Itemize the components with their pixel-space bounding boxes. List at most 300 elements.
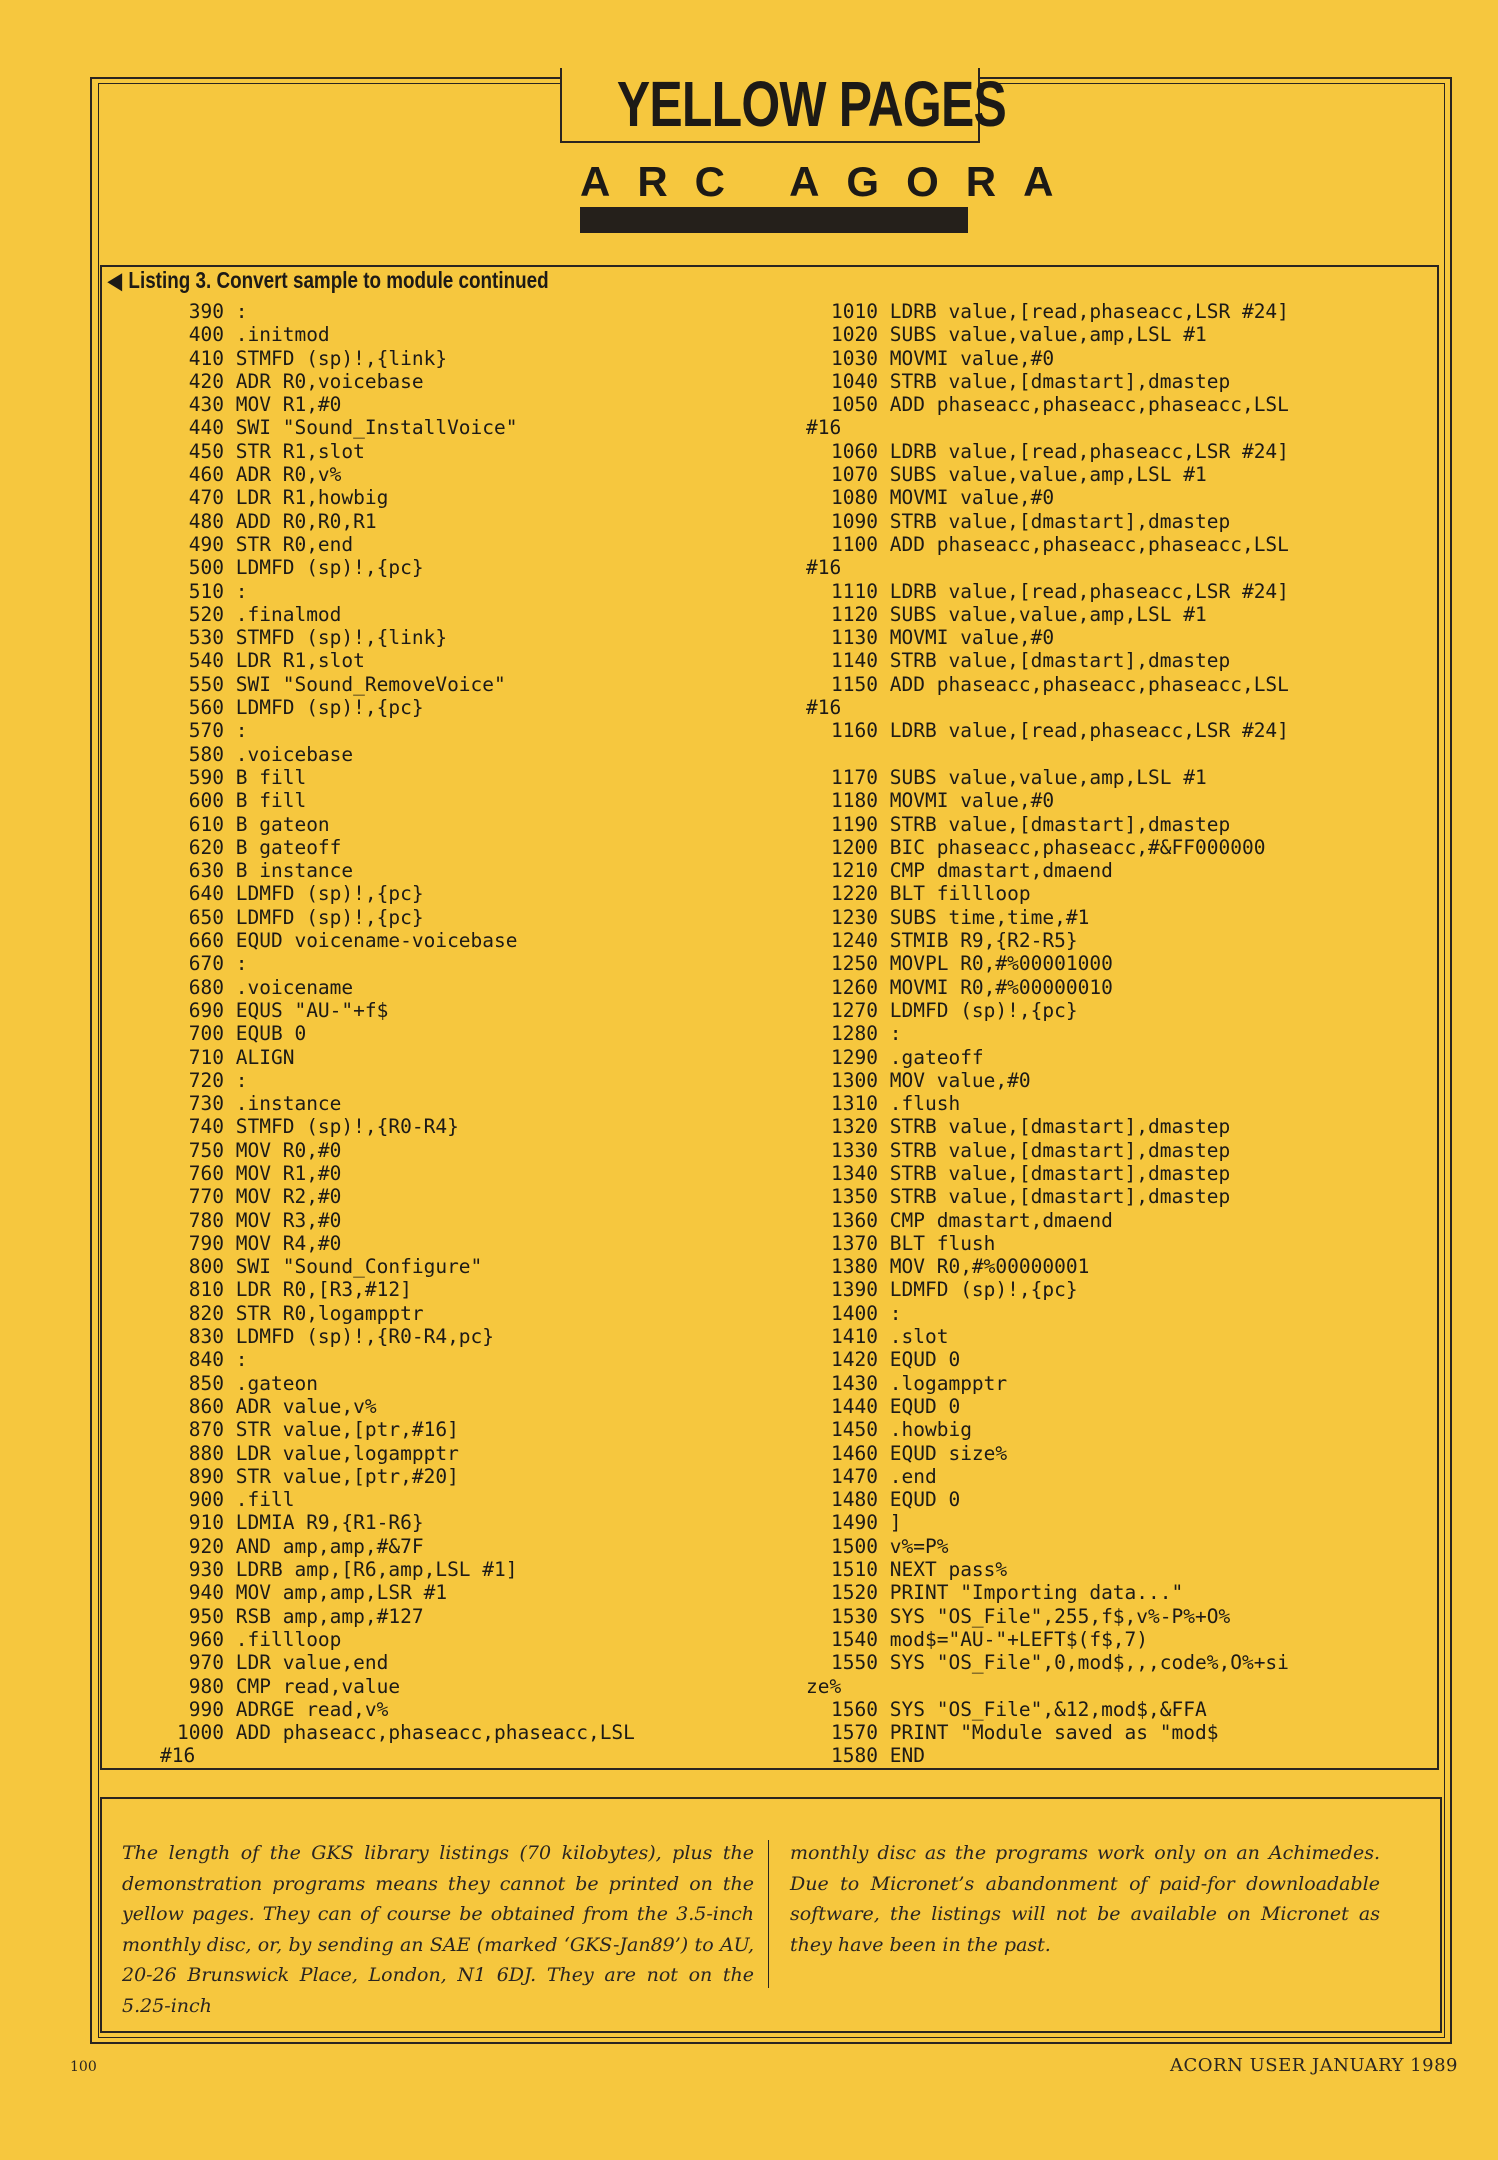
- masthead: [560, 68, 1006, 143]
- code-line: [168, 1395, 635, 1418]
- code-text: .instance: [235, 1092, 342, 1116]
- code-line: [812, 603, 1289, 626]
- line-number: 1420: [831, 1348, 878, 1372]
- code-continuation: #16: [806, 416, 842, 440]
- line-number: 1320: [831, 1115, 878, 1139]
- code-line: [168, 1675, 635, 1698]
- code-text: B fill: [235, 765, 307, 789]
- code-text: :: [235, 1348, 248, 1372]
- code-line: [168, 929, 635, 952]
- code-line: [812, 323, 1289, 346]
- listing-heading-text: Listing 3. Convert sample to module continued: [128, 267, 549, 293]
- code-line: [812, 1022, 1289, 1045]
- line-number: 800: [188, 1255, 224, 1279]
- code-text: STRB value,[dmastart],dmastep: [889, 1138, 1231, 1162]
- line-number: 570: [188, 719, 224, 743]
- code-text: MOV value,#0: [889, 1068, 1031, 1092]
- listing-heading: [108, 267, 549, 294]
- code-continuation: #16: [806, 556, 842, 580]
- line-number: 1210: [831, 859, 878, 883]
- line-number: 1460: [831, 1441, 878, 1465]
- line-number: 1510: [831, 1558, 878, 1582]
- code-text: STR R0,logampptr: [235, 1301, 424, 1325]
- code-text: ADR value,v%: [235, 1394, 377, 1418]
- code-line: [812, 1442, 1289, 1465]
- line-number: 1580: [831, 1744, 878, 1768]
- code-line: [812, 1465, 1289, 1488]
- code-text: EQUB 0: [235, 1022, 307, 1046]
- code-column-left: [160, 300, 635, 1768]
- line-number: 1480: [831, 1488, 878, 1512]
- code-text: LDMFD (sp)!,{pc}: [235, 556, 424, 580]
- line-number: 1020: [831, 323, 878, 347]
- line-number: 590: [188, 765, 224, 789]
- code-line: [168, 486, 635, 509]
- code-text: :: [889, 1301, 902, 1325]
- code-text: END: [889, 1744, 925, 1768]
- line-number: 1430: [831, 1371, 878, 1395]
- line-number: 660: [188, 929, 224, 953]
- line-number: 1180: [831, 789, 878, 813]
- line-number: 520: [188, 602, 224, 626]
- arrow-left-icon: ◀: [108, 268, 122, 293]
- code-line: [812, 1232, 1289, 1255]
- line-number: 1270: [831, 998, 878, 1022]
- code-text: STR value,[ptr,#16]: [235, 1418, 459, 1442]
- code-line: [812, 370, 1289, 393]
- code-line: [168, 347, 635, 370]
- code-line: [168, 1488, 635, 1511]
- code-text: LDMFD (sp)!,{pc}: [235, 905, 424, 929]
- code-line: [168, 1069, 635, 1092]
- line-number: 540: [188, 649, 224, 673]
- code-text: .voicebase: [235, 742, 354, 766]
- line-number: 410: [188, 346, 224, 370]
- code-text: LDMFD (sp)!,{pc}: [235, 882, 424, 906]
- code-line: [812, 463, 1289, 486]
- code-text: SUBS time,time,#1: [889, 905, 1090, 929]
- code-line: [812, 1348, 1289, 1371]
- code-line: [812, 510, 1289, 533]
- code-text: .end: [889, 1464, 937, 1488]
- line-number: 890: [188, 1464, 224, 1488]
- code-text: CMP read,value: [235, 1674, 401, 1698]
- code-text: EQUD 0: [889, 1488, 961, 1512]
- code-text: STMIB R9,{R2-R5}: [889, 929, 1078, 953]
- code-line: [812, 1185, 1289, 1208]
- code-text: ADRGE read,v%: [235, 1697, 389, 1721]
- line-number: 830: [188, 1325, 224, 1349]
- code-text: STMFD (sp)!,{R0-R4}: [235, 1115, 459, 1139]
- code-text: STRB value,[dmastart],dmastep: [889, 1115, 1231, 1139]
- code-text: ALIGN: [235, 1045, 295, 1069]
- code-continuation: ze%: [806, 1674, 842, 1698]
- code-line: [812, 1278, 1289, 1301]
- code-continuation: #16: [806, 696, 842, 720]
- code-text: LDRB value,[read,phaseacc,LSR #24]: [889, 300, 1289, 323]
- line-number: 720: [188, 1068, 224, 1092]
- code-line: [168, 1628, 635, 1651]
- line-number: 1130: [831, 626, 878, 650]
- line-number: 780: [188, 1208, 224, 1232]
- line-number: 510: [188, 579, 224, 603]
- line-number: 1350: [831, 1185, 878, 1209]
- line-number: 550: [188, 672, 224, 696]
- line-number: 500: [188, 556, 224, 580]
- line-number: 880: [188, 1441, 224, 1465]
- code-line: [168, 416, 635, 439]
- line-number: 530: [188, 626, 224, 650]
- line-number: 1050: [831, 393, 878, 417]
- code-line: [812, 1605, 1289, 1628]
- code-line: [812, 882, 1289, 905]
- code-line: [168, 323, 635, 346]
- code-text: :: [235, 1068, 248, 1092]
- line-number: 870: [188, 1418, 224, 1442]
- code-text: MOV R1,#0: [235, 393, 342, 417]
- line-number: 1240: [831, 929, 878, 953]
- line-number: 1250: [831, 952, 878, 976]
- line-number: 610: [188, 812, 224, 836]
- line-number: 420: [188, 369, 224, 393]
- code-column-right: [806, 300, 1289, 1768]
- line-number: 710: [188, 1045, 224, 1069]
- code-text: EQUD size%: [889, 1441, 1008, 1465]
- line-number: 1330: [831, 1138, 878, 1162]
- line-number: 1470: [831, 1464, 878, 1488]
- code-text: MOV R4,#0: [235, 1231, 342, 1255]
- code-line: [812, 976, 1289, 999]
- line-number: 1100: [831, 532, 878, 556]
- code-text: LDMFD (sp)!,{pc}: [889, 998, 1078, 1022]
- code-line: [168, 1278, 635, 1301]
- code-line: [812, 1092, 1289, 1115]
- line-number: 600: [188, 789, 224, 813]
- line-number: 730: [188, 1092, 224, 1116]
- line-number: 560: [188, 696, 224, 720]
- line-number: 1080: [831, 486, 878, 510]
- code-text: STMFD (sp)!,{link}: [235, 346, 448, 370]
- code-text: MOV R0,#%00000001: [889, 1255, 1090, 1279]
- line-number: 430: [188, 393, 224, 417]
- code-text: SWI "Sound_RemoveVoice": [235, 672, 506, 696]
- line-number: 460: [188, 463, 224, 487]
- code-line: [168, 1115, 635, 1138]
- code-text: STRB value,[dmastart],dmastep: [889, 649, 1231, 673]
- code-text: EQUS "AU-"+f$: [235, 998, 389, 1022]
- code-text: MOV R2,#0: [235, 1185, 342, 1209]
- code-line: [168, 976, 635, 999]
- code-line: [168, 719, 635, 742]
- code-text: :: [889, 1022, 902, 1046]
- code-text: STRB value,[dmastart],dmastep: [889, 1185, 1231, 1209]
- line-number: 1380: [831, 1255, 878, 1279]
- code-text: LDMFD (sp)!,{R0-R4,pc}: [235, 1325, 495, 1349]
- code-line: [168, 836, 635, 859]
- code-line: [168, 1348, 635, 1371]
- line-number: 490: [188, 532, 224, 556]
- code-line: [168, 393, 635, 416]
- line-number: 1150: [831, 672, 878, 696]
- code-line: [812, 1302, 1289, 1325]
- code-text: MOV amp,amp,LSR #1: [235, 1581, 448, 1605]
- subtitle-bar: [580, 207, 968, 233]
- code-line: [812, 929, 1289, 952]
- code-text: SUBS value,value,amp,LSL #1: [889, 602, 1207, 626]
- code-text: ADD phaseacc,phaseacc,phaseacc,LSL: [235, 1721, 635, 1745]
- line-number: 620: [188, 835, 224, 859]
- line-number: 760: [188, 1161, 224, 1185]
- code-line: [168, 1255, 635, 1278]
- line-number: 1410: [831, 1325, 878, 1349]
- line-number: 1570: [831, 1721, 878, 1745]
- code-text: STRB value,[dmastart],dmastep: [889, 369, 1231, 393]
- line-number: 1090: [831, 509, 878, 533]
- code-text: MOVMI value,#0: [889, 346, 1055, 370]
- code-text: MOV R0,#0: [235, 1138, 342, 1162]
- line-number: 1490: [831, 1511, 878, 1535]
- line-number: 1520: [831, 1581, 878, 1605]
- code-line: [168, 580, 635, 603]
- code-line: [168, 1511, 635, 1534]
- code-line: [812, 1488, 1289, 1511]
- code-line: [812, 440, 1289, 463]
- line-number: 960: [188, 1627, 224, 1651]
- line-number: 860: [188, 1394, 224, 1418]
- code-line: [168, 300, 635, 323]
- note-text-left: The length of the GKS library listings (70 kilobytes), plus the demonstration programs means they cannot be printed on the yellow pages. They can of course be obtained from the 3.5-inch monthly disc, or, by sending an SAE (marked ‘GKS-Jan89’) to AU, 20-26 Brunswick Place, London, N1 6DJ. They are not on the 5.25-inch: [122, 1842, 754, 2017]
- code-line: [168, 1209, 635, 1232]
- code-text: SYS "OS_File",255,f$,v%-P%+O%: [889, 1604, 1231, 1628]
- code-text: :: [235, 719, 248, 743]
- code-text: ADR R0,v%: [235, 463, 342, 487]
- line-number: 1010: [831, 300, 878, 323]
- line-number: 1060: [831, 439, 878, 463]
- code-text: SUBS value,value,amp,LSL #1: [889, 463, 1207, 487]
- line-number: 1220: [831, 882, 878, 906]
- code-text: SWI "Sound_InstallVoice": [235, 416, 518, 440]
- code-text: LDMFD (sp)!,{pc}: [889, 1278, 1078, 1302]
- code-line: [812, 1581, 1289, 1604]
- line-number: 1260: [831, 975, 878, 999]
- code-text: ADR R0,voicebase: [235, 369, 424, 393]
- line-number: 640: [188, 882, 224, 906]
- note-divider: [768, 1840, 769, 1988]
- code-text: STRB value,[dmastart],dmastep: [889, 1161, 1231, 1185]
- code-text: mod$="AU-"+LEFT$(f$,7): [889, 1627, 1149, 1651]
- code-continuation: [806, 743, 1289, 766]
- code-text: LDMIA R9,{R1-R6}: [235, 1511, 424, 1535]
- line-number: 1390: [831, 1278, 878, 1302]
- code-text: :: [235, 952, 248, 976]
- line-number: 820: [188, 1301, 224, 1325]
- code-line: [168, 533, 635, 556]
- code-text: SUBS value,value,amp,LSL #1: [889, 323, 1207, 347]
- code-line: [812, 719, 1289, 742]
- line-number: 390: [188, 300, 224, 323]
- code-line: [812, 952, 1289, 975]
- line-number: 1070: [831, 463, 878, 487]
- section-subtitle: ARC AGORA: [580, 158, 1081, 205]
- code-line: [812, 393, 1289, 416]
- code-line: [812, 673, 1289, 696]
- line-number: 400: [188, 323, 224, 347]
- line-number: 1300: [831, 1068, 878, 1092]
- code-line: [812, 1255, 1289, 1278]
- code-text: B gateon: [235, 812, 330, 836]
- code-text: STRB value,[dmastart],dmastep: [889, 812, 1231, 836]
- code-text: PRINT "Importing data...": [889, 1581, 1184, 1605]
- line-number: 480: [188, 509, 224, 533]
- code-line: [812, 626, 1289, 649]
- code-text: SYS "OS_File",0,mod$,,,code%,O%+si: [889, 1651, 1289, 1675]
- code-line: [168, 463, 635, 486]
- code-text: B instance: [235, 859, 354, 883]
- code-line: [812, 1069, 1289, 1092]
- code-text: ]: [889, 1511, 902, 1535]
- line-number: 690: [188, 998, 224, 1022]
- code-text: STRB value,[dmastart],dmastep: [889, 509, 1231, 533]
- code-text: .fill: [235, 1488, 295, 1512]
- line-number: 470: [188, 486, 224, 510]
- line-number: 1560: [831, 1697, 878, 1721]
- line-number: 920: [188, 1534, 224, 1558]
- line-number: 1530: [831, 1604, 878, 1628]
- code-line: [812, 1558, 1289, 1581]
- line-number: 1040: [831, 369, 878, 393]
- code-text: .fillloop: [235, 1627, 342, 1651]
- code-line: [168, 370, 635, 393]
- code-line: [168, 1721, 635, 1744]
- code-text: :: [235, 300, 248, 323]
- code-text: MOVMI value,#0: [889, 789, 1055, 813]
- code-text: EQUD 0: [889, 1394, 961, 1418]
- code-line: [812, 1511, 1289, 1534]
- line-number: 1160: [831, 719, 878, 743]
- code-text: .slot: [889, 1325, 949, 1349]
- line-number: 1200: [831, 835, 878, 859]
- line-number: 700: [188, 1022, 224, 1046]
- code-line: [168, 1302, 635, 1325]
- code-line: [168, 1698, 635, 1721]
- code-line: [168, 999, 635, 1022]
- code-line: [168, 1465, 635, 1488]
- code-text: STR R1,slot: [235, 439, 365, 463]
- page-number: 100: [70, 2059, 97, 2075]
- code-text: LDR value,end: [235, 1651, 389, 1675]
- code-line: [812, 1115, 1289, 1138]
- code-text: LDRB amp,[R6,amp,LSL #1]: [235, 1558, 518, 1582]
- note-text-right: monthly disc as the programs work only on an Achimedes. Due to Micronet’s abandonment of paid-for downloadable software, the listings will not be available on Micronet as they have been in the past.: [790, 1842, 1380, 1956]
- code-line: [812, 347, 1289, 370]
- code-text: BLT fillloop: [889, 882, 1031, 906]
- code-line: [168, 813, 635, 836]
- code-text: MOVPL R0,#%00001000: [889, 952, 1113, 976]
- line-number: 770: [188, 1185, 224, 1209]
- line-number: 1110: [831, 579, 878, 603]
- code-line: [168, 906, 635, 929]
- code-text: ADD phaseacc,phaseacc,phaseacc,LSL: [889, 672, 1289, 696]
- code-text: SYS "OS_File",&12,mod$,&FFA: [889, 1697, 1207, 1721]
- code-text: LDRB value,[read,phaseacc,LSR #24]: [889, 579, 1289, 603]
- code-line: [168, 1325, 635, 1348]
- line-number: 980: [188, 1674, 224, 1698]
- line-number: 1120: [831, 602, 878, 626]
- code-text: STR R0,end: [235, 532, 354, 556]
- code-text: MOV R1,#0: [235, 1161, 342, 1185]
- line-number: 790: [188, 1231, 224, 1255]
- code-text: MOV R3,#0: [235, 1208, 342, 1232]
- line-number: 1030: [831, 346, 878, 370]
- line-number: 910: [188, 1511, 224, 1535]
- code-line: [168, 510, 635, 533]
- code-text: B fill: [235, 789, 307, 813]
- code-line: [812, 766, 1289, 789]
- code-line: [812, 580, 1289, 603]
- line-number: 1190: [831, 812, 878, 836]
- code-text: LDR R0,[R3,#12]: [235, 1278, 412, 1302]
- code-line: [812, 1046, 1289, 1069]
- code-line: [168, 603, 635, 626]
- code-line: [812, 1325, 1289, 1348]
- code-text: MOVMI R0,#%00000010: [889, 975, 1113, 999]
- code-line: [812, 1395, 1289, 1418]
- code-text: ADD R0,R0,R1: [235, 509, 377, 533]
- code-line: [168, 1139, 635, 1162]
- code-text: EQUD 0: [889, 1348, 961, 1372]
- code-line: [812, 1139, 1289, 1162]
- line-number: 950: [188, 1604, 224, 1628]
- code-line: [168, 766, 635, 789]
- code-line: [168, 1558, 635, 1581]
- line-number: 1550: [831, 1651, 878, 1675]
- code-line: [812, 1628, 1289, 1651]
- line-number: 970: [188, 1651, 224, 1675]
- code-line: [812, 789, 1289, 812]
- line-number: 1360: [831, 1208, 878, 1232]
- page-title: YELLOW PAGES: [616, 68, 1006, 140]
- code-text: BIC phaseacc,phaseacc,#&FF000000: [889, 835, 1266, 859]
- code-line: [168, 673, 635, 696]
- line-number: 1140: [831, 649, 878, 673]
- code-line: [168, 1162, 635, 1185]
- line-number: 1400: [831, 1301, 878, 1325]
- code-line: [168, 556, 635, 579]
- code-line: [168, 626, 635, 649]
- code-line: [168, 1535, 635, 1558]
- code-text: STMFD (sp)!,{link}: [235, 626, 448, 650]
- code-text: LDR R1,howbig: [235, 486, 389, 510]
- line-number: 1290: [831, 1045, 878, 1069]
- code-line: [168, 1442, 635, 1465]
- code-text: EQUD voicename-voicebase: [235, 929, 518, 953]
- code-text: .initmod: [235, 323, 330, 347]
- code-line: [812, 1651, 1289, 1674]
- line-number: 1540: [831, 1627, 878, 1651]
- code-text: .finalmod: [235, 602, 342, 626]
- code-line: [168, 1372, 635, 1395]
- code-text: CMP dmastart,dmaend: [889, 1208, 1113, 1232]
- code-line: [168, 1092, 635, 1115]
- code-continuation: #16: [160, 1744, 196, 1768]
- code-text: MOVMI value,#0: [889, 626, 1055, 650]
- line-number: 1500: [831, 1534, 878, 1558]
- code-line: [812, 486, 1289, 509]
- code-line: [812, 1209, 1289, 1232]
- code-line: [812, 836, 1289, 859]
- code-line: [812, 533, 1289, 556]
- line-number: 1450: [831, 1418, 878, 1442]
